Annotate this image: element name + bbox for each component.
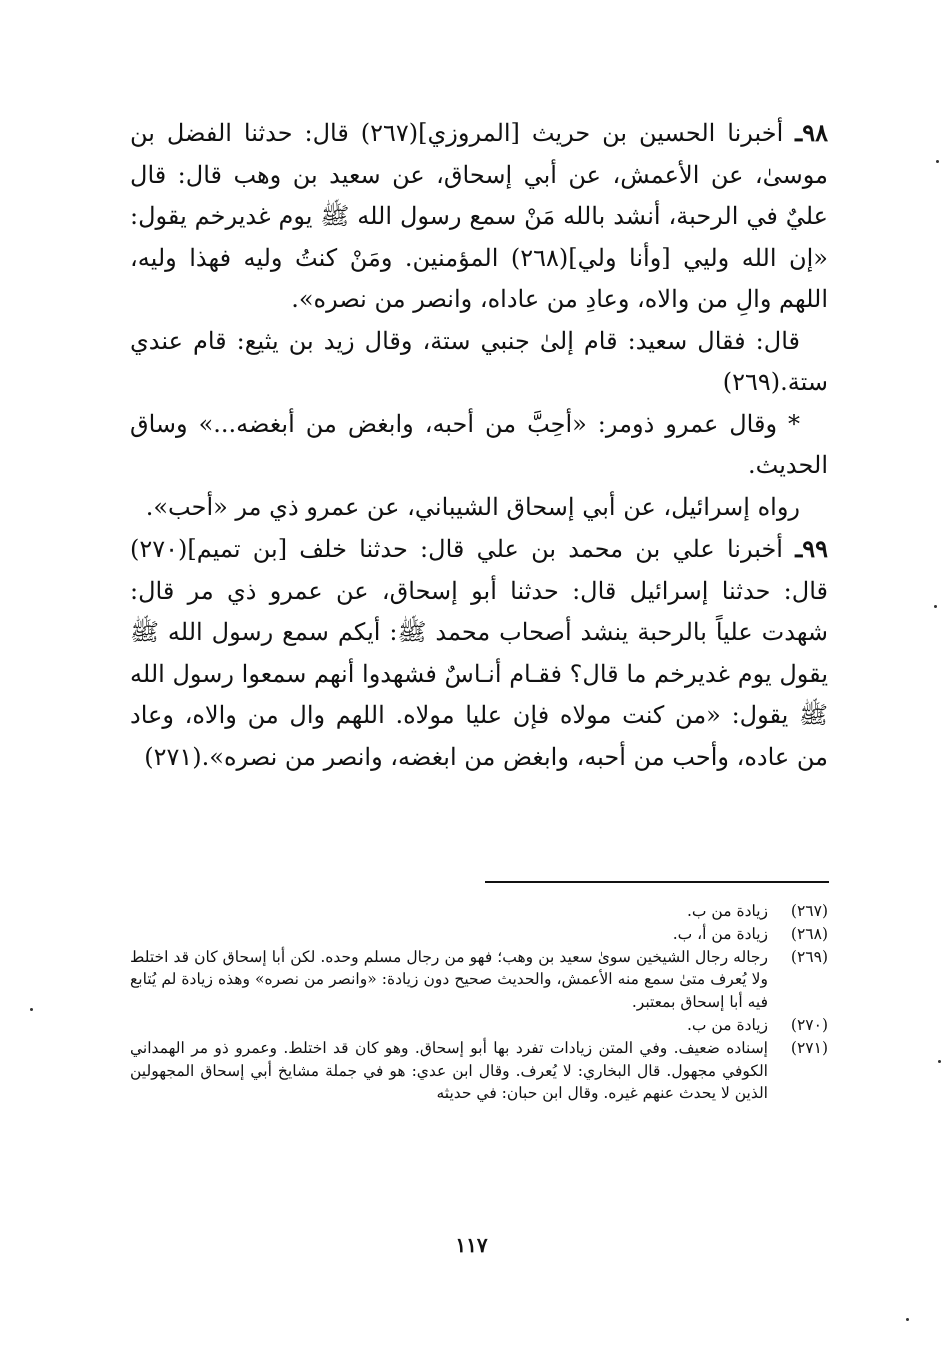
hadith-98-number: ٩٨ـ xyxy=(795,118,828,147)
hadith-99 xyxy=(130,528,828,778)
hadith-98-continuation: قال: فقال سعيد: قام إلىٰ جنبي ستة، وقال زيد بن يثيع: قام عندي ستة.(٢٦٩) xyxy=(130,326,828,396)
hadith-98 xyxy=(130,112,828,321)
footnote-item xyxy=(130,900,828,923)
footnote-item xyxy=(130,923,828,946)
footnote-text: زيادة من أ، ب. xyxy=(672,924,768,943)
scan-speck xyxy=(30,1008,33,1011)
footnote-text: زيادة من ب. xyxy=(686,902,768,920)
footnote-separator xyxy=(485,881,829,883)
star-note: * وقال عمرو ذومر: «أحِبَّ من أحبه، وابغض من أبغضه...» وساق الحديث. xyxy=(130,409,828,479)
footnote-text: إسناده ضعيف. وفي المتن زيادات تفرد بها أبو إسحاق. وهو كان قد اختلط. وعمرو ذو مر الهمداني الكوفي مجهول. قال البخاري: لا يُعرف. وقال ابن عدي: هو في جملة مشايخ أبي إسحاق المجهولين الذين لا يحدث عنهم غيره. وقال ابن حبان: في حديثه xyxy=(130,1038,768,1103)
page-number: ١١٧ xyxy=(455,1233,488,1257)
hadith-99-text: أخبرنا علي بن محمد بن علي قال: حدثنا خلف [بن تميم](٢٧٠) قال: حدثنا إسرائيل قال: حدثنا أبو إسحاق، عن عمرو ذي مر قال: شهدت علياً بالرحبة ينشد أصحاب محمد ﷺ: أيكم سمع رسول الله ﷺ يقول يوم غديرخم ما قال؟ فقـام أنـاسٌ فشهدوا أنهم سمعوا رسول الله ﷺ يقول: «من كنت مولاه فإن عليا مولاه. اللهم وال من والاه، وعاد من عاده، وأحب من أحبه، وابغض من ابغضه، وانصر من نصره».(٢٧١) xyxy=(130,535,828,771)
footnote-number: (٢٦٨) xyxy=(790,924,828,943)
footnote-text: زيادة من ب. xyxy=(686,1015,768,1034)
scan-speck xyxy=(906,1318,909,1321)
scan-speck xyxy=(936,160,939,163)
footnote-number: (٢٦٧) xyxy=(790,902,828,920)
footnote-item xyxy=(130,946,828,1014)
footnote-number: (٢٧٠) xyxy=(790,1015,828,1034)
hadith-99-number: ٩٩ـ xyxy=(795,534,828,563)
footnote-item xyxy=(130,1014,828,1037)
scan-speck xyxy=(938,1060,941,1063)
footnote-number: (٢٧١) xyxy=(790,1038,828,1057)
footnote-number: (٢٦٩) xyxy=(790,947,828,966)
hadith-98-text: أخبرنا الحسين بن حريث [المروزي](٢٦٧) قال: حدثنا الفضل بن موسىٰ، عن الأعمش، عن أبي إسحاق، عن سعيد بن وهب قال: قال عليٌ في الرحبة، أنشد بالله مَنْ سمع رسول الله ﷺ يوم غديرخم يقول: «إن الله وليي [وأنا ولي](٢٦٨) المؤمنين. ومَنْ كنتُ وليه فهذا وليه، اللهم والِ من والاه، وعادِ من عاداه، وانصر من نصره». xyxy=(130,119,828,313)
footnote-item xyxy=(130,1037,828,1105)
main-text xyxy=(130,112,828,778)
footnote-text: رجاله رجال الشيخين سوىٰ سعيد بن وهب؛ فهو من رجال مسلم وحده. لكن أبا إسحاق كان قد اختلط ولا يُعرف متىٰ سمع منه الأعمش، والحديث صحيح دون زيادة: «وانصر من نصره» وهذه زيادة لم يُتابع فيه أبا إسحاق بمعتبر. xyxy=(130,947,768,1012)
riwaya-note: رواه إسرائيل، عن أبي إسحاق الشيباني، عن عمرو ذي مر «أحب». xyxy=(145,492,800,521)
scan-speck xyxy=(934,605,937,608)
footnotes xyxy=(130,900,828,1105)
